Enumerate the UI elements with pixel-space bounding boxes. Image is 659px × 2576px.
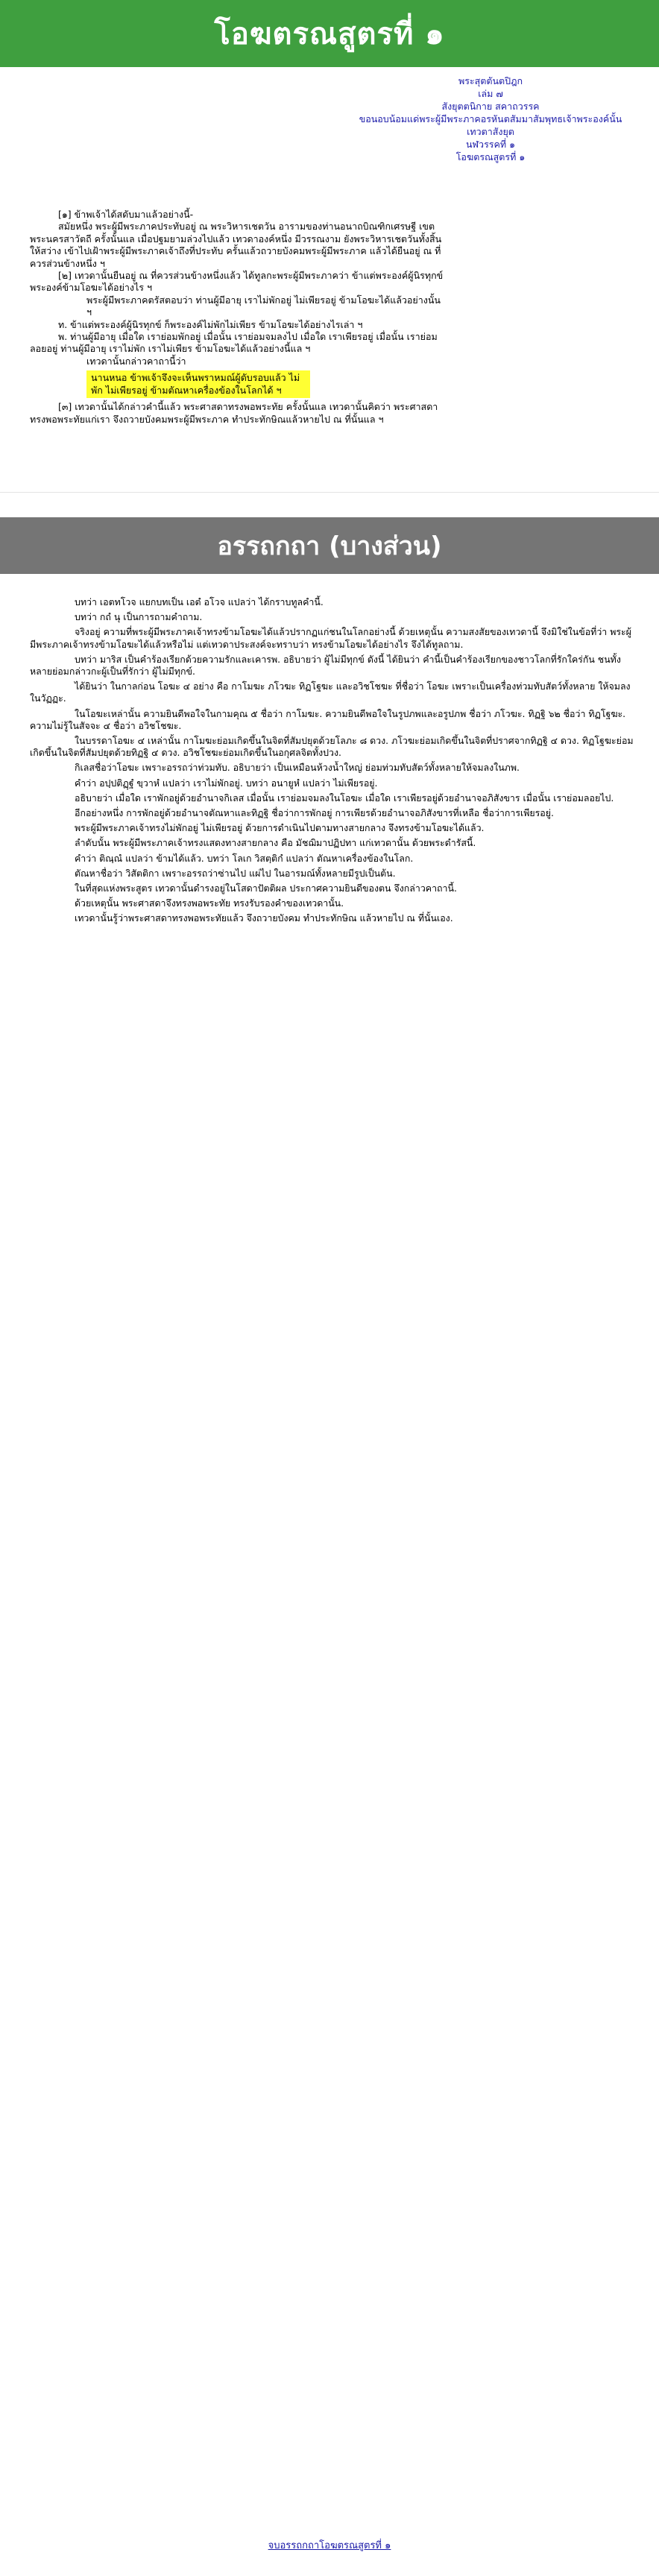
commentary-paragraph: ในบรรดาโอฆะ ๔ เหล่านั้น กาโมฆะย่อมเกิดขึ้นในจิตที่สัมปยุตด้วยโลภะ ๘ ดวง. ภโวฆะย่อมเกิดขึ้นในจิตที่ปราศจากทิฏฐิ ๔ ดวง. ทิฏโฐฆะย่อมเกิดขึ้นในจิตที่สัมปยุตด้วยทิฏฐิ ๔ ดวง. อวิชโชฆะย่อมเกิดขึ้นในอกุศลจิตทั้งปวง. <box>30 735 634 759</box>
source-reference <box>349 75 632 163</box>
sutta-paragraph: [๑] ข้าพเจ้าได้สดับมาแล้วอย่างนี้- <box>58 209 194 220</box>
commentary-paragraph: คำว่า อปฺปติฏฺฐํ ขฺวาหํ แปลว่า เราไม่พักอยู่. บทว่า อนายูหํ แปลว่า ไม่เพียรอยู่. <box>75 777 378 789</box>
commentary-paragraph: กิเลสชื่อว่าโอฆะ เพราะอรรถว่าท่วมทับ. อธิบายว่า เป็นเหมือนห้วงน้ำใหญ่ ย่อมท่วมทับสัตว์ทั้งหลายให้จมลงในภพ. <box>75 762 520 774</box>
source-line: สังยุตตนิกาย สคาถวรรค <box>441 101 540 112</box>
commentary-paragraph: พระผู้มีพระภาคเจ้าทรงไม่พักอยู่ ไม่เพียรอยู่ ด้วยการดำเนินไปตามทางสายกลาง จึงทรงข้ามโอฆะได้แล้ว. <box>75 822 485 834</box>
commentary-paragraph: บทว่า กถํ นุ เป็นการถามคำถาม. <box>75 611 203 623</box>
sutta-paragraph: พ. ท่านผู้มีอายุ เมื่อใด เราย่อมพักอยู่ เมื่อนั้น เราย่อมจมลงไป เมื่อใด เราเพียรอยู่ เมื่อนั้น เราย่อมลอยอยู่ ท่านผู้มีอายุ เราไม่พัก เราไม่เพียร ข้ามโอฆะได้แล้วอย่างนี้แล ฯ <box>30 331 438 355</box>
sutta-paragraph: [๒] เทวดานั้นยืนอยู่ ณ ที่ควรส่วนข้างหนึ่งแล้ว ได้ทูลกะพระผู้มีพระภาคว่า ข้าแต่พระองค์ผู้นิรทุกข์ พระองค์ข้ามโอฆะได้อย่างไร ฯ <box>30 270 444 294</box>
commentary-paragraph: อธิบายว่า เมื่อใด เราพักอยู่ด้วยอำนาจกิเลส เมื่อนั้น เราย่อมจมลงในโอฆะ เมื่อใด เราเพียรอยู่ด้วยอำนาจอภิสังขาร เมื่อนั้น เราย่อมลอยไป. <box>75 792 614 804</box>
commentary-text <box>30 596 634 928</box>
commentary-title: อรรถกถา (บางส่วน) <box>217 531 442 561</box>
divider <box>0 492 659 493</box>
commentary-paragraph: ได้ยินว่า ในกาลก่อน โอฆะ ๔ อย่าง คือ กาโมฆะ ภโวฆะ ทิฏโฐฆะ และอวิชโชฆะ ที่ชื่อว่า โอฆะ เพราะเป็นเครื่องท่วมทับสัตว์ทั้งหลาย ให้จมลงในวัฏฏะ. <box>30 681 631 704</box>
sutta-paragraph: พระผู้มีพระภาคตรัสตอบว่า ท่านผู้มีอายุ เราไม่พักอยู่ ไม่เพียรอยู่ ข้ามโอฆะได้แล้วอย่างนั้น ฯ <box>86 294 441 318</box>
source-line: นฬวรรคที่ ๑ <box>465 139 516 150</box>
commentary-paragraph: คำว่า ติณฺณํ แปลว่า ข้ามได้แล้ว. บทว่า โลเก วิสตฺติกํ แปลว่า ตัณหาเครื่องข้องในโลก. <box>75 852 414 864</box>
commentary-paragraph: บทว่า เอตทโวจ แยกบทเป็น เอตํ อโวจ แปลว่า ได้กราบทูลคำนี้. <box>75 596 324 607</box>
sutta-paragraph: เทวดานั้นกล่าวคาถานี้ว่า <box>86 355 186 367</box>
commentary-paragraph: ด้วยเหตุนั้น พระศาสดาจึงทรงพอพระทัย ทรงรับรองคำของเทวดานั้น. <box>75 897 344 909</box>
source-line: ขอนอบน้อมแด่พระผู้มีพระภาคอรหันตสัมมาสัมพุทธเจ้าพระองค์นั้น <box>359 113 622 124</box>
sutta-paragraph: สมัยหนึ่ง พระผู้มีพระภาคประทับอยู่ ณ พระวิหารเชตวัน อารามของท่านอนาถบิณฑิกเศรษฐี เขตพระนครสาวัตถี ครั้งนั้นแล เมื่อปฐมยามล่วงไปแล้ว เทวดาองค์หนึ่ง มีวรรณงาม ยังพระวิหารเชตวันทั้งสิ้นให้สว่าง เข้าไปเฝ้าพระผู้มีพระภาคเจ้าถึงที่ประทับ ครั้นแล้วถวายบังคมพระผู้มีพระภาค แล้วได้ยืนอยู่ ณ ที่ควรส่วนข้างหนึ่ง ฯ <box>30 221 442 269</box>
title-banner <box>0 0 659 67</box>
source-line: โอฆตรณสูตรที่ ๑ <box>455 151 526 162</box>
sutta-text <box>30 209 447 426</box>
source-line: เทวตาสังยุต <box>467 126 514 137</box>
sutta-paragraph: [๓] เทวดานั้นได้กล่าวคำนี้แล้ว พระศาสดาทรงพอพระทัย ครั้งนั้นแล เทวดานั้นคิดว่า พระศาสดาทรงพอพระทัยแก่เรา จึงถวายบังคมพระผู้มีพระภาค ทำประทักษิณแล้วหายไป ณ ที่นั้นแล ฯ <box>30 401 438 425</box>
highlighted-verse: นานหนอ ข้าพเจ้าจึงจะเห็นพราหมณ์ผู้ดับรอบแล้ว ไม่พัก ไม่เพียรอยู่ ข้ามตัณหาเครื่องข้องในโลกได้ ฯ <box>86 370 310 398</box>
source-line: พระสุตตันตปิฎก <box>458 75 523 86</box>
commentary-paragraph: ตัณหาชื่อว่า วิสัตติกา เพราะอรรถว่าซ่านไป แผ่ไป ในอารมณ์ทั้งหลายมีรูปเป็นต้น. <box>75 867 396 879</box>
commentary-paragraph: บทว่า มาริส เป็นคำร้องเรียกด้วยความรักและเคารพ. อธิบายว่า ผู้ไม่มีทุกข์ ดังนี้ ได้ยินว่า คำนี้เป็นคำร้องเรียกของชาวโลกที่รักใคร่กัน ชนทั้งหลายย่อมกล่าวกะผู้เป็นที่รักว่า ผู้ไม่มีทุกข์. <box>30 653 621 678</box>
sutta-paragraph: ท. ข้าแต่พระองค์ผู้นิรทุกข์ ก็พระองค์ไม่พักไม่เพียร ข้ามโอฆะได้อย่างไรเล่า ฯ <box>58 318 363 330</box>
commentary-paragraph: ในที่สุดแห่งพระสูตร เทวดานั้นดำรงอยู่ในโสดาปัตติผล ประกาศความยินดีของตน จึงกล่าวคาถานี้. <box>75 883 457 894</box>
commentary-paragraph: จริงอยู่ ความที่พระผู้มีพระภาคเจ้าทรงข้ามโอฆะได้แล้วปรากฏแก่ชนในโลกอย่างนี้ ด้วยเหตุนั้น ความสงสัยของเทวดานี้ จึงมิใช่ในข้อที่ว่า พระผู้มีพระภาคเจ้าทรงข้ามโอฆะได้แล้วหรือไม่ แต่เทวดาประสงค์จะทราบว่า ทรงข้ามโอฆะได้อย่างไร จึงได้ทูลถาม. <box>30 626 631 650</box>
commentary-paragraph: ลำดับนั้น พระผู้มีพระภาคเจ้าทรงแสดงทางสายกลาง คือ มัชฌิมาปฏิปทา แก่เทวดานั้น ด้วยพระดำรัสนี้. <box>75 837 476 849</box>
page-title: โอฆตรณสูตรที่ ๑ <box>214 17 445 51</box>
commentary-paragraph: ในโอฆะเหล่านั้น ความยินดีพอใจในกามคุณ ๕ ชื่อว่า กาโมฆะ. ความยินดีพอใจในรูปภพและอรูปภพ ชื่อว่า ภโวฆะ. ทิฏฐิ ๖๒ ชื่อว่า ทิฏโฐฆะ. ความไม่รู้ในสัจจะ ๔ ชื่อว่า อวิชโชฆะ. <box>30 707 626 731</box>
source-line: เล่ม ๗ <box>478 88 503 99</box>
commentary-banner <box>0 517 659 574</box>
commentary-paragraph: อีกอย่างหนึ่ง การพักอยู่ด้วยอำนาจตัณหาและทิฏฐิ ชื่อว่าการพักอยู่ การเพียรด้วยอำนาจอภิสังขารที่เหลือ ชื่อว่าการเพียรอยู่. <box>75 807 554 819</box>
footer-link[interactable]: จบอรรถกถาโอฆตรณสูตรที่ ๑ <box>268 2540 391 2551</box>
commentary-paragraph: เทวดานั้นรู้ว่าพระศาสดาทรงพอพระทัยแล้ว จึงถวายบังคม ทำประทักษิณ แล้วหายไป ณ ที่นั้นเอง. <box>75 912 453 924</box>
